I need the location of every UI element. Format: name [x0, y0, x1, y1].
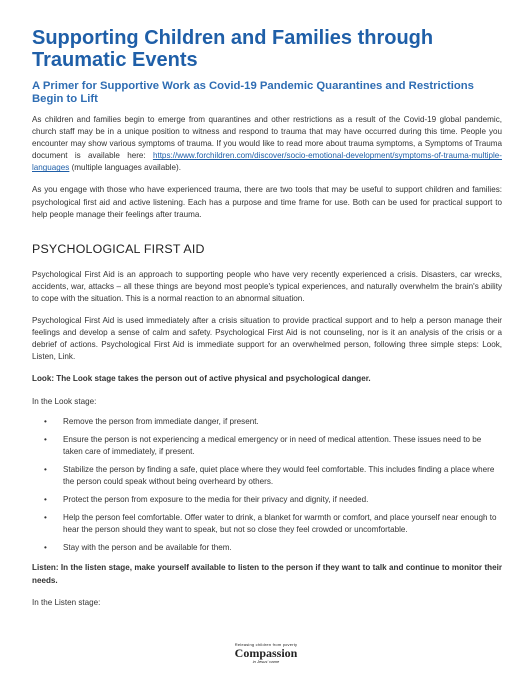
- intro-paragraph-1: As children and families begin to emerge from quarantines and other restrictions as a result of the Covid-19 global pandemic, church staff may be in a unique position to witness and respond to trauma that may have occurred during this time. People you encounter may show various symptoms of trauma. If you would like to read more about trauma symptoms, a Symptoms of Trauma document is available here: https://www.forchildren.com/discover/socio-emotional-development/symptoms-of-trauma-multiple-languages (multiple languages available).: [32, 115, 502, 173]
- document-title: Supporting Children and Families through Traumatic Events: [32, 27, 434, 71]
- intro-paragraph-2: As you engage with those who have experienced trauma, there are two tools that may be useful to support children and families: psychological first aid and active listening. Each has a purpose and time frame for use. Both can be used for practical support to help people manage their feelings after trauma.: [32, 185, 502, 219]
- list-item: • Stay with the person and be available for them.: [32, 542, 502, 554]
- logo-tagline-top: Releasing children from poverty: [234, 642, 298, 647]
- logo-tagline-bottom: in Jesus' name: [252, 659, 280, 664]
- listen-stage-intro: In the Listen stage:: [32, 597, 101, 607]
- look-stage-intro: In the Look stage:: [32, 396, 97, 406]
- list-item: • Remove the person from immediate danger, if present.: [32, 416, 502, 428]
- bullet-icon: •: [44, 464, 47, 474]
- look-stage-list: [32, 416, 502, 555]
- section-paragraph-1: Psychological First Aid is an approach to supporting people who have very recently experienced a crisis. Disasters, car wrecks, accidents, war, attacks – all these things are beyond most people's typical experiences, and naturally overwhelm the brain's ability to cope with the situation. This is a normal reaction to an abnormal situation.: [32, 269, 502, 303]
- logo-wordmark: Compassion: [234, 646, 298, 660]
- compassion-logo: [224, 642, 308, 676]
- bullet-icon: •: [44, 434, 47, 444]
- bullet-icon: •: [44, 495, 47, 505]
- section-heading: PSYCHOLOGICAL FIRST AID: [32, 241, 205, 256]
- look-stage-heading: Look: The Look stage takes the person out of active physical and psychological danger.: [32, 374, 371, 384]
- listen-stage-heading: Listen: In the listen stage, make yourself available to listen to the person if they want to talk and continue to monitor their needs.: [32, 563, 502, 585]
- bullet-icon: •: [44, 513, 47, 523]
- document-page: [32, 27, 502, 609]
- bullet-icon: •: [44, 543, 47, 553]
- trauma-symptoms-link[interactable]: https://www.forchildren.com/discover/socio-emotional-development/symptoms-of-trauma-multiple-languages: [32, 151, 502, 173]
- list-item: • Stabilize the person by finding a safe, quiet place where they would feel comfortable. This includes finding a place where the person could speak without being overheard by others.: [44, 464, 495, 486]
- list-item: • Help the person feel comfortable. Offer water to drink, a blanket for warmth or comfort, and place yourself near enough to hear the person should they want to speak, but not so close they feel crowded or uncomfortable.: [44, 513, 497, 535]
- list-item: • Ensure the person is not experiencing a medical emergency or in need of medical attention. These issues need to be taken care of immediately, if present.: [44, 434, 482, 456]
- list-item: • Protect the person from exposure to the media for their privacy and dignity, if needed.: [32, 494, 502, 506]
- bullet-icon: •: [44, 416, 47, 426]
- section-paragraph-2: Psychological First Aid is used immediately after a crisis situation to provide practical support and to help a person manage their feelings and develop a sense of calm and safety. Psychological First Aid is not counseling, nor is it an analysis of the crisis or a debrief of actions. Psychological First Aid is immediate support for an overwhelmed person, following three simple steps: Look, Listen, Link.: [32, 316, 502, 362]
- document-subtitle: A Primer for Supportive Work as Covid-19 Pandemic Quarantines and Restrictions Begin to Lift: [32, 80, 474, 105]
